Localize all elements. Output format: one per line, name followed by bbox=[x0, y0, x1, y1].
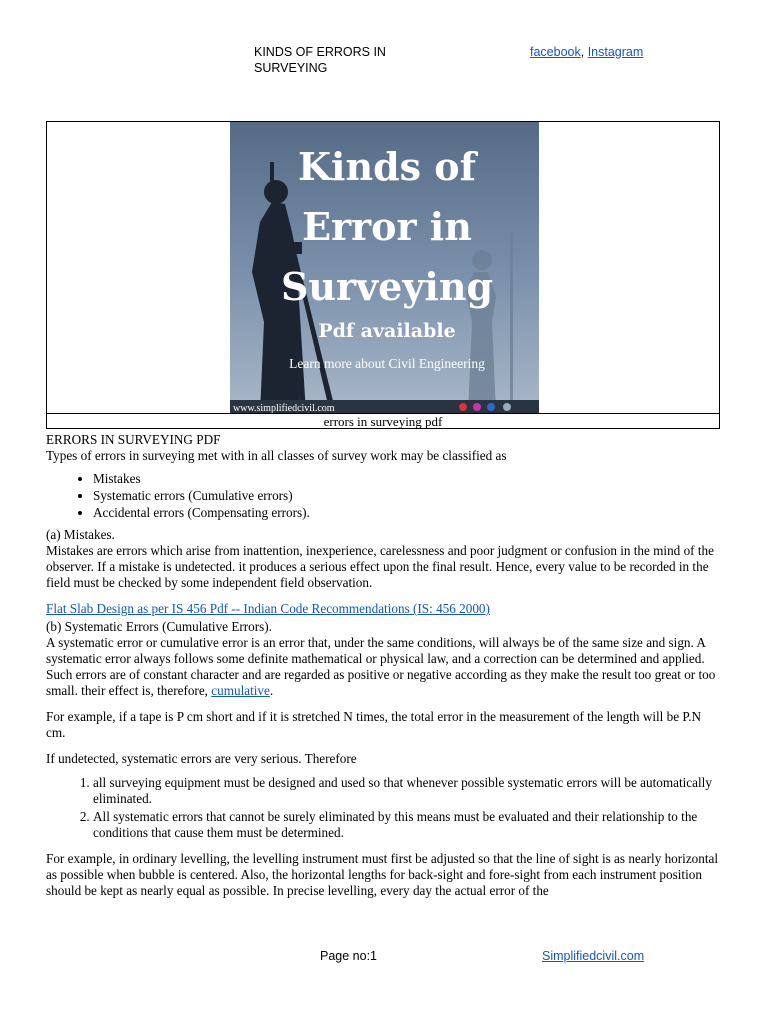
related-article-link[interactable]: Flat Slab Design as per IS 456 Pdf -- Indian Code Recommendations (IS: 456 2000) bbox=[46, 601, 490, 616]
cumulative-link[interactable]: cumulative bbox=[211, 683, 270, 698]
article-body bbox=[46, 432, 722, 899]
list-item: • Systematic errors (Cumulative errors) bbox=[93, 487, 722, 504]
cover-url: www.simplifiedcivil.com bbox=[233, 403, 335, 413]
list-item: 1. all surveying equipment must be designed and used so that whenever possible systematic errors will be automatically eliminated. bbox=[93, 775, 722, 807]
list-item: 2. All systematic errors that cannot be surely eliminated by this means must be evaluated and their relationship to the conditions that cause them must be determined. bbox=[93, 809, 722, 841]
requirements-list bbox=[46, 775, 722, 841]
tape-example-paragraph: For example, if a tape is P cm short and if it is stretched N times, the total error in the measurement of the length will be P.N cm. bbox=[46, 709, 702, 740]
mistakes-heading: (a) Mistakes. bbox=[46, 527, 115, 542]
pinterest-icon bbox=[459, 403, 467, 411]
list-item: • Mistakes bbox=[93, 470, 722, 487]
site-link[interactable]: Simplifiedcivil.com bbox=[542, 949, 645, 963]
document-header-title: KINDS OF ERRORS IN SURVEYING bbox=[254, 45, 386, 75]
undetected-paragraph: If undetected, systematic errors are very serious. Therefore bbox=[46, 751, 357, 766]
link-separator: , bbox=[580, 45, 585, 59]
systematic-paragraph bbox=[46, 635, 722, 699]
figure-box bbox=[46, 121, 720, 429]
figure-caption: errors in surveying pdf bbox=[47, 413, 719, 429]
cover-title-line-1: Kinds of bbox=[298, 144, 476, 189]
levelling-example-paragraph: For example, in ordinary levelling, the levelling instrument must first be adjusted so that the line of sight is as nearly horizontal as possible when bubble is centered. Also, the horizontal lengths for back-sight and fore-sight from each instrument position should be kept as nearly equal as possible. In precise levelling, every day the actual error of the bbox=[46, 851, 719, 898]
cover-tagline: Learn more about Civil Engineering bbox=[289, 356, 485, 371]
cover-image-graphic bbox=[230, 122, 539, 413]
period: . bbox=[269, 683, 274, 698]
cover-title-line-2: Error in bbox=[302, 204, 472, 249]
cover-image bbox=[230, 122, 539, 413]
section-heading: ERRORS IN SURVEYING PDF bbox=[46, 432, 221, 447]
page-number: Page no:1 bbox=[320, 949, 377, 963]
facebook-icon bbox=[487, 403, 495, 411]
intro-paragraph: Types of errors in surveying met with in all classes of survey work may be classified as bbox=[46, 448, 507, 463]
list-item: • Accidental errors (Compensating errors). bbox=[93, 504, 722, 521]
systematic-heading: (b) Systematic Errors (Cumulative Errors). bbox=[46, 619, 272, 634]
logo-icon bbox=[503, 403, 511, 411]
instagram-link[interactable]: Instagram bbox=[587, 45, 644, 59]
header-social-links bbox=[530, 44, 643, 60]
error-types-list bbox=[46, 470, 722, 521]
cover-subtitle: Pdf available bbox=[318, 320, 456, 342]
instagram-icon bbox=[473, 403, 481, 411]
systematic-text: A systematic error or cumulative error is an error that, under the same conditions, will always be of the same size and sign. A systematic error always follows some definite mathematical or physical law, and a correction can be determined and applied. Such errors are of constant character and are regarded as positive or negative according as they make the result too great or too small. their effect is, therefore, bbox=[46, 635, 716, 698]
mistakes-paragraph: Mistakes are errors which arise from inattention, inexperience, carelessness and poor judgment or confusion in the mind of the observer. If a mistake is undetected. it produces a serious effect upon the final result. Hence, every value to be recorded in the field must be checked by some independent field observation. bbox=[46, 543, 714, 590]
cover-title-line-3: Surveying bbox=[280, 264, 494, 309]
facebook-link[interactable]: facebook bbox=[530, 45, 581, 59]
